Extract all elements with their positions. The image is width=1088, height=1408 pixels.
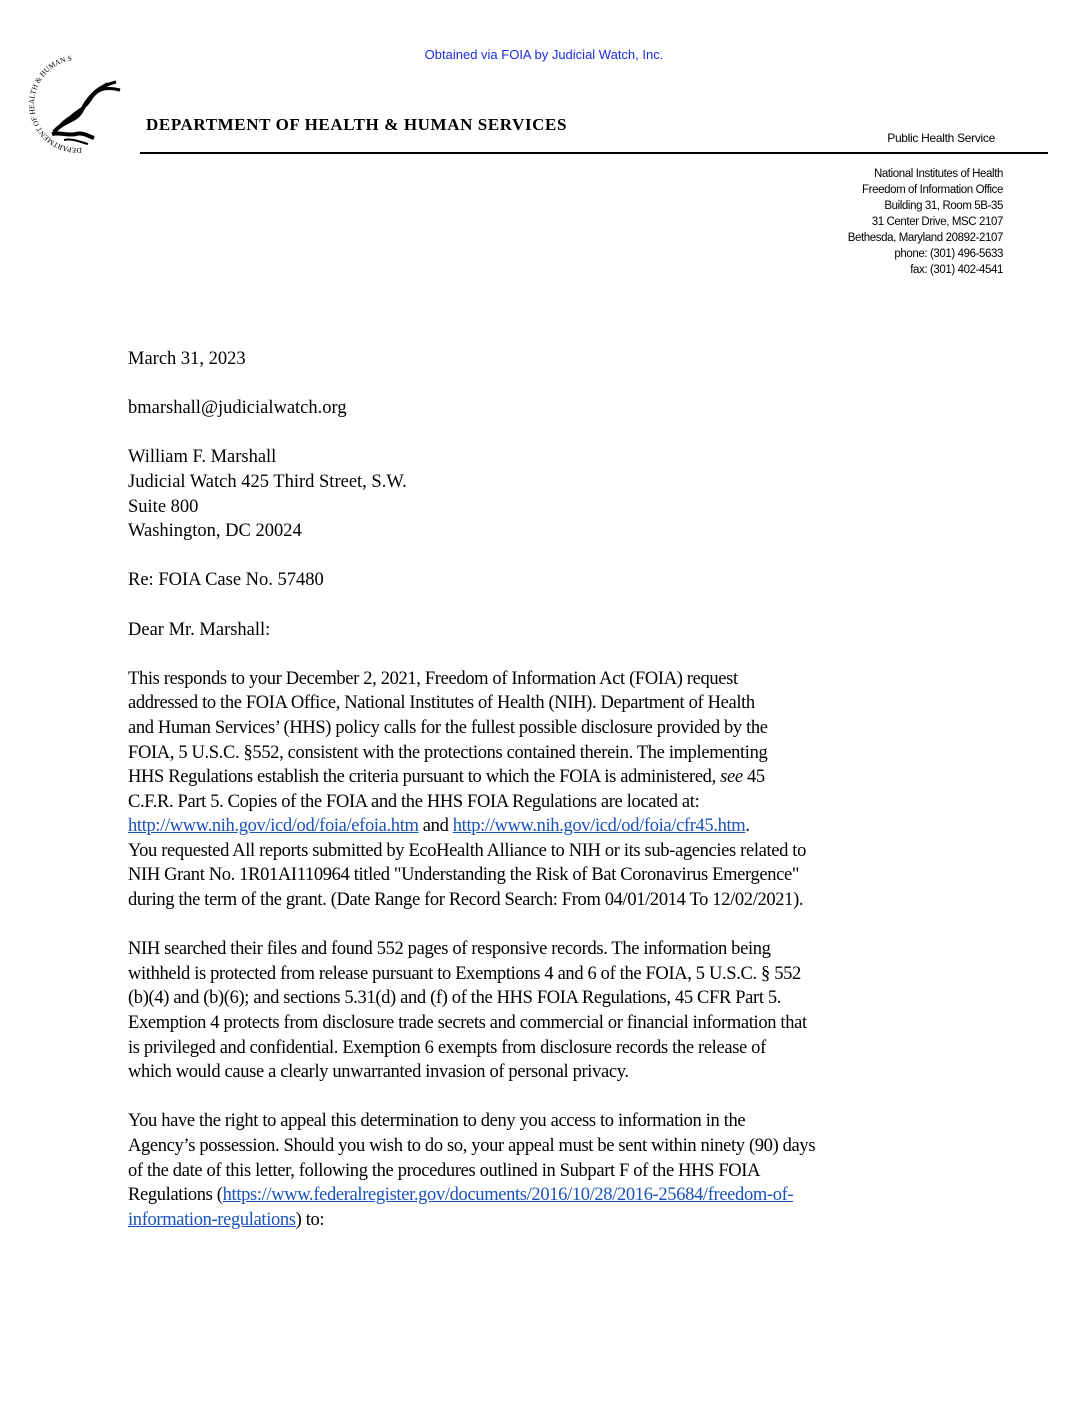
paragraph-line: NIH searched their files and found 552 pages of responsive records. The information being — [128, 939, 771, 960]
phone-number: phone: (301) 496-5633 — [894, 248, 1003, 260]
paragraph-appeal-rights — [128, 1109, 978, 1232]
foia-watermark: Obtained via FOIA by Judicial Watch, Inc. — [424, 47, 664, 62]
address-line: Freedom of Information Office — [862, 184, 1003, 196]
address-line: National Institutes of Health — [873, 168, 1003, 180]
paragraph-line: You requested All reports submitted by EcoHealth Alliance to NIH or its sub-agencies related to — [128, 840, 806, 861]
address-line: Bethesda, Maryland 20892-2107 — [847, 232, 1003, 244]
paragraph-line: which would cause a clearly unwarranted invasion of personal privacy. — [128, 1062, 629, 1083]
text-run: HHS Regulations establish the criteria pursuant to which the FOIA is administered, — [128, 767, 721, 788]
paragraph-line: addressed to the FOIA Office, National Institutes of Health (NIH). Department of Health — [128, 693, 755, 714]
recipient-city: Washington, DC 20024 — [128, 521, 302, 542]
paragraph-line: of the date of this letter, following the procedures outlined in Subpart F of the HHS FOIA — [128, 1160, 761, 1181]
paragraph-line: during the term of the grant. (Date Range for Record Search: From 04/01/2014 To 12/02/2021). — [128, 890, 804, 911]
recipient-name: William F. Marshall — [128, 447, 277, 468]
paragraph-line — [128, 1208, 978, 1233]
fax-number: fax: (301) 402-4541 — [910, 264, 1003, 276]
department-name: DEPARTMENT OF HEALTH & HUMAN SERVICES — [146, 115, 568, 134]
paragraph-line: C.F.R. Part 5. Copies of the FOIA and the HHS FOIA Regulations are located at: — [128, 791, 700, 812]
letterhead-divider — [140, 152, 1048, 154]
address-line: 31 Center Drive, MSC 2107 — [871, 216, 1003, 228]
subject-line: Re: FOIA Case No. 57480 — [128, 570, 324, 591]
paragraph-line: withheld is protected from release pursuant to Exemptions 4 and 6 of the FOIA, 5 U.S.C. § 552 — [128, 963, 801, 984]
hhs-eagle-seal-icon — [24, 50, 132, 158]
text-run: ) to: — [295, 1209, 325, 1230]
public-health-service-label: Public Health Service — [887, 131, 995, 145]
paragraph-line: You have the right to appeal this determination to deny you access to information in the — [128, 1111, 746, 1132]
text-run: Regulations ( — [128, 1185, 223, 1206]
svg-text:DEPARTMENT OF HEALTH & HUMAN S: DEPARTMENT OF HEALTH & HUMAN SERVICES — [26, 53, 83, 156]
text-run: and — [418, 816, 453, 837]
salutation: Dear Mr. Marshall: — [128, 619, 271, 640]
paragraph-search-results — [128, 937, 978, 1085]
federal-register-link-continued[interactable]: information-regulations — [128, 1209, 296, 1230]
paragraph-line: Agency’s possession. Should you wish to do so, your appeal must be sent within ninety (90) days — [128, 1136, 816, 1156]
text-run: . — [745, 816, 750, 837]
paragraph-line — [128, 814, 978, 839]
recipient-address — [128, 445, 978, 543]
paragraph-line: This responds to your December 2, 2021, Freedom of Information Act (FOIA) request — [128, 668, 738, 689]
paragraph-line: NIH Grant No. 1R01AI110964 titled "Understanding the Risk of Bat Coronavirus Emergence" — [128, 865, 800, 886]
paragraph-line: (b)(4) and (b)(6); and sections 5.31(d) and (f) of the HHS FOIA Regulations, 45 CFR Part 5. — [128, 988, 782, 1009]
paragraph-line — [128, 1183, 978, 1208]
paragraph-line: Exemption 4 protects from disclosure trade secrets and commercial or financial information that — [128, 1013, 807, 1034]
letter-body — [128, 347, 978, 1232]
paragraph-line: is privileged and confidential. Exemption 6 exempts from disclosure records the release of — [128, 1037, 766, 1058]
text-run: 45 — [742, 767, 765, 788]
paragraph-line: FOIA, 5 U.S.C. §552, consistent with the protections contained therein. The implementing — [128, 742, 768, 763]
paragraph-request-summary — [128, 667, 978, 913]
paragraph-line: and Human Services’ (HHS) policy calls for the fullest possible disclosure provided by the — [128, 717, 768, 738]
efoia-link[interactable]: http://www.nih.gov/icd/od/foia/efoia.htm — [128, 816, 419, 837]
recipient-email: bmarshall@judicialwatch.org — [128, 398, 347, 419]
recipient-street: Judicial Watch 425 Third Street, S.W. — [128, 471, 407, 492]
letter-date: March 31, 2023 — [128, 349, 246, 369]
italic-see: see — [720, 767, 743, 788]
paragraph-line — [128, 765, 978, 790]
office-address-block — [848, 166, 1003, 278]
federal-register-link[interactable]: https://www.federalregister.gov/documents/2016/10/28/2016-25684/freedom-of- — [222, 1185, 794, 1206]
address-line: Building 31, Room 5B-35 — [884, 200, 1003, 212]
recipient-suite: Suite 800 — [128, 496, 199, 517]
cfr45-link[interactable]: http://www.nih.gov/icd/od/foia/cfr45.htm — [452, 816, 746, 837]
